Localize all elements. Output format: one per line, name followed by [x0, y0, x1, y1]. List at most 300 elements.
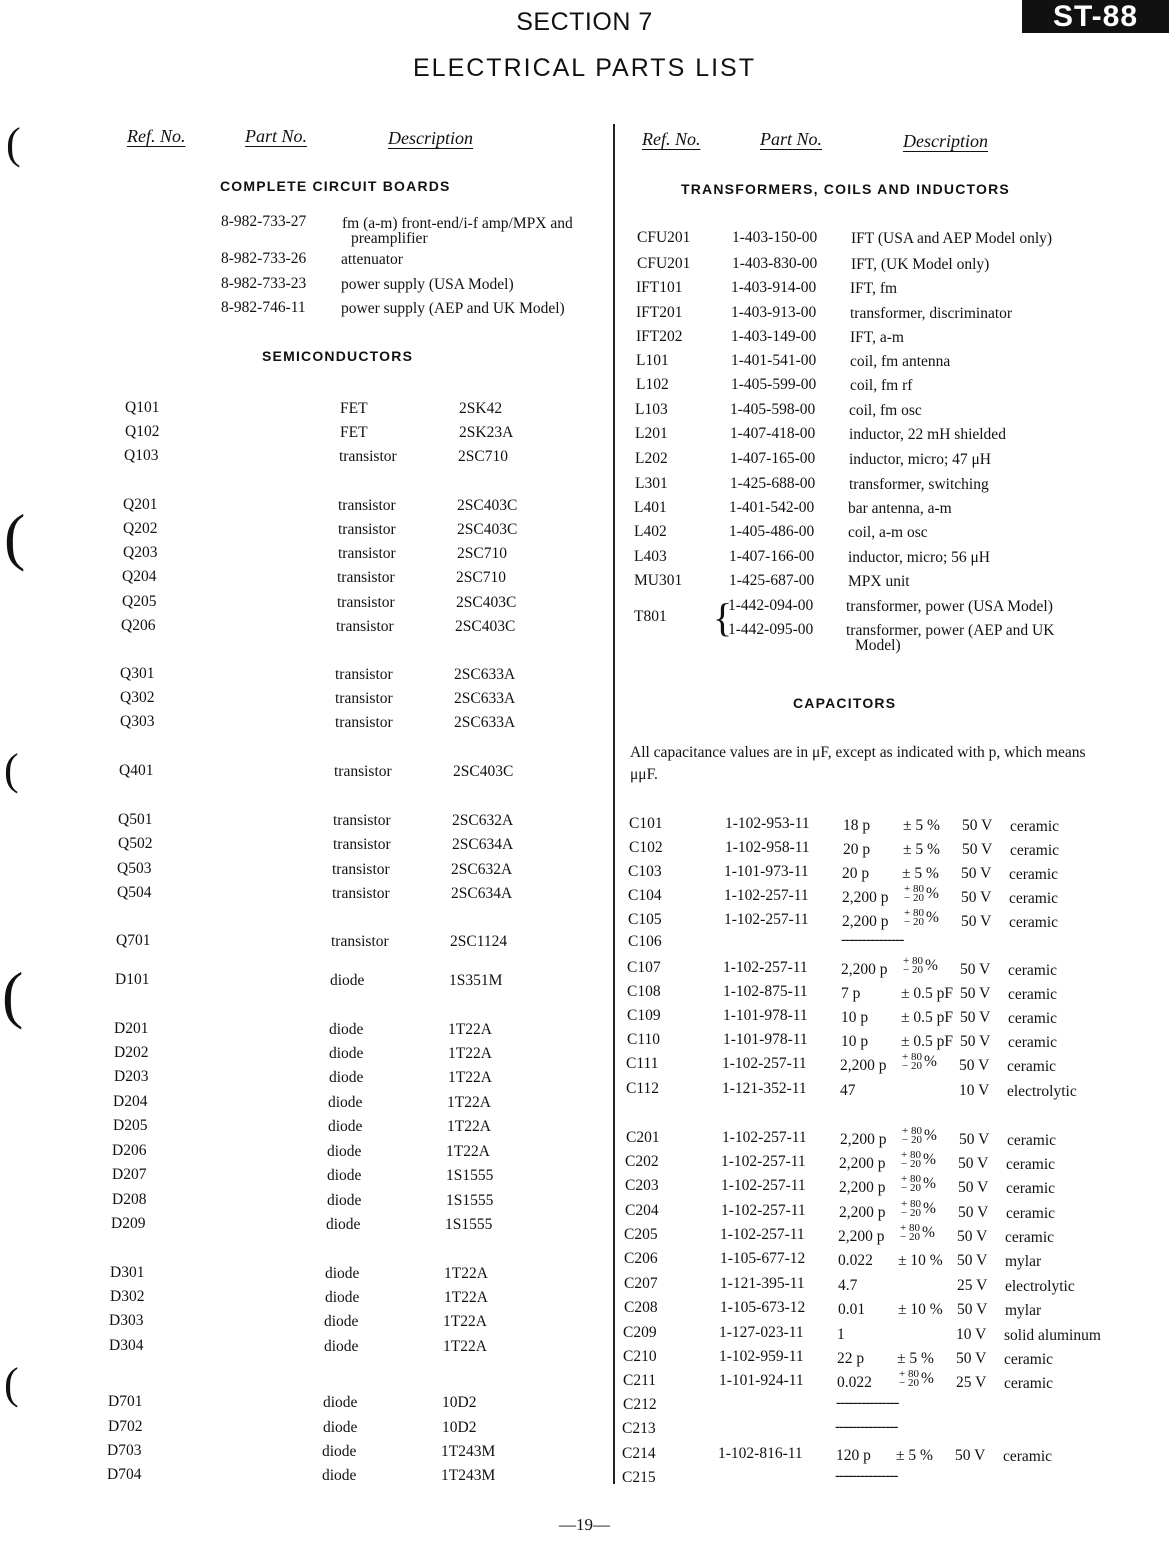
semiconductor-ref: D101 — [115, 971, 150, 988]
capacitor-tolerance — [902, 909, 939, 927]
capacitor-ref: C102 — [629, 839, 663, 856]
semiconductor-type: 2SC710 — [456, 569, 506, 586]
capacitor-part: 1-127-023-11 — [719, 1324, 804, 1341]
capacitor-type: solid aluminum — [1004, 1327, 1101, 1344]
semiconductor-ref: D304 — [109, 1337, 144, 1354]
tolerance-plus: + 80 — [900, 1222, 920, 1235]
tolerance-percent: % — [925, 885, 939, 902]
right-ref-header: Ref. No. — [642, 129, 701, 149]
coil-desc: IFT, (UK Model only) — [851, 256, 990, 273]
coil-desc: MPX unit — [848, 573, 910, 590]
capacitor-ref: C106 — [628, 933, 662, 950]
capacitor-tolerance — [899, 1151, 936, 1169]
tolerance-percent: % — [920, 1370, 934, 1387]
left-desc-header: Description — [388, 128, 473, 148]
tolerance-stack — [903, 957, 923, 975]
coil-part: 1-403-913-00 — [731, 304, 817, 321]
semiconductor-desc: transistor — [335, 714, 393, 731]
semiconductor-type: 2SC403C — [456, 594, 517, 611]
coil-ref: CFU201 — [637, 255, 691, 272]
tolerance-stack — [902, 1127, 922, 1145]
capacitor-part: 1-102-257-11 — [722, 1129, 807, 1146]
capacitor-part: 1-101-973-11 — [724, 863, 809, 880]
tolerance-stack — [902, 1053, 922, 1071]
coil-ref: L201 — [635, 425, 668, 442]
tolerance-percent: % — [923, 1127, 937, 1144]
board-desc: power supply (AEP and UK Model) — [341, 300, 565, 317]
capacitor-type: ceramic — [1006, 1156, 1056, 1173]
semiconductor-ref: D703 — [107, 1442, 142, 1459]
capacitor-value: 20 p — [842, 865, 870, 882]
board-part: 8-982-733-27 — [221, 213, 307, 230]
semiconductor-ref: D209 — [111, 1215, 146, 1232]
caps-heading: CAPACITORS — [793, 695, 897, 711]
capacitor-voltage: 25 V — [956, 1374, 987, 1391]
capacitor-value: 0.01 — [838, 1301, 866, 1318]
semiconductor-ref: D208 — [112, 1191, 147, 1208]
semiconductor-type: 1T22A — [448, 1069, 492, 1086]
capacitor-voltage: 50 V — [958, 1179, 989, 1196]
capacitor-voltage: 50 V — [962, 817, 993, 834]
capacitor-part: 1-102-257-11 — [721, 1177, 806, 1194]
coil-part: 1-405-486-00 — [729, 523, 815, 540]
semiconductor-desc: transistor — [331, 933, 389, 950]
capacitor-value: 2,200 p — [838, 1228, 885, 1245]
semiconductor-desc: diode — [324, 1338, 359, 1355]
semiconductor-type: 1T22A — [448, 1045, 492, 1062]
capacitor-voltage: 50 V — [960, 961, 991, 978]
semiconductor-desc: FET — [340, 400, 368, 417]
capacitor-voltage: 50 V — [957, 1228, 988, 1245]
t801-desc-cont: Model) — [855, 637, 901, 654]
semiconductor-desc: transistor — [339, 448, 397, 465]
semiconductor-type: 1T22A — [447, 1094, 491, 1111]
capacitor-tolerance — [902, 885, 939, 903]
semiconductor-desc: diode — [326, 1216, 361, 1233]
tolerance-plus: + 80 — [899, 1368, 919, 1381]
semiconductor-type: 2SC634A — [452, 836, 514, 853]
binder-hole-mark: ( — [4, 745, 19, 794]
semiconductor-type: 2SC632A — [452, 812, 514, 829]
semiconductor-desc: diode — [323, 1419, 358, 1436]
semiconductor-type: 2SC634A — [451, 885, 513, 902]
semiconductor-type: 2SC710 — [457, 545, 507, 562]
semiconductor-ref: D205 — [113, 1117, 148, 1134]
tolerance-stack — [901, 1151, 921, 1169]
capacitor-type: ceramic — [1009, 866, 1059, 883]
semiconductor-ref: Q303 — [120, 713, 155, 730]
capacitor-type: ceramic — [1010, 818, 1060, 835]
coil-part: 1-401-541-00 — [731, 352, 817, 369]
capacitor-placeholder-dashes: --------------- — [841, 931, 904, 948]
semiconductor-ref: Q502 — [118, 835, 153, 852]
board-desc: preamplifier — [351, 230, 428, 247]
capacitor-ref: C204 — [625, 1202, 659, 1219]
capacitor-tolerance: ± 5 % — [897, 1350, 934, 1367]
semiconductor-ref: Q201 — [123, 496, 158, 513]
coil-part: 1-401-542-00 — [729, 499, 815, 516]
capacitor-voltage: 50 V — [956, 1350, 987, 1367]
capacitor-value: 1 — [837, 1326, 845, 1343]
capacitor-part: 1-102-958-11 — [725, 839, 810, 856]
semiconductor-type: 10D2 — [442, 1394, 477, 1411]
capacitor-value: 22 p — [837, 1350, 865, 1367]
capacitor-type: ceramic — [1004, 1375, 1054, 1392]
semiconductor-type: 1T22A — [446, 1143, 490, 1160]
capacitor-type: ceramic — [1006, 1205, 1056, 1222]
semiconductor-type: 2SC633A — [454, 714, 516, 731]
coil-desc: inductor, micro; 47 μH — [849, 451, 991, 468]
capacitor-value: 2,200 p — [839, 1179, 886, 1196]
capacitor-part: 1-102-257-11 — [721, 1202, 806, 1219]
semiconductor-ref: Q206 — [121, 617, 156, 634]
capacitor-ref: C201 — [626, 1129, 660, 1146]
tolerance-stack — [901, 1175, 921, 1193]
coil-desc: IFT, fm — [850, 280, 898, 297]
semiconductor-desc: transistor — [337, 569, 395, 586]
capacitor-ref: C205 — [624, 1226, 658, 1243]
semiconductor-ref: Q101 — [125, 399, 160, 416]
coil-ref: L403 — [634, 548, 667, 565]
capacitor-part: 1-102-257-11 — [724, 887, 809, 904]
semiconductor-desc: diode — [322, 1443, 357, 1460]
tolerance-stack — [904, 909, 924, 927]
binder-hole-mark: ( — [6, 119, 21, 168]
semiconductor-ref: Q103 — [124, 447, 159, 464]
capacitor-type: mylar — [1005, 1253, 1042, 1270]
tolerance-stack — [899, 1370, 919, 1388]
coil-ref: L101 — [636, 352, 669, 369]
semiconductor-type: 2SC1124 — [450, 933, 508, 950]
capacitor-value: 7 p — [841, 985, 861, 1002]
semiconductor-desc: transistor — [338, 521, 396, 538]
semiconductor-desc: transistor — [336, 618, 394, 635]
capacitor-ref: C101 — [629, 815, 663, 832]
capacitor-ref: C215 — [622, 1469, 656, 1486]
page-number: —19— — [559, 1515, 610, 1534]
semiconductor-ref: D301 — [110, 1264, 145, 1281]
capacitor-ref: C109 — [627, 1007, 661, 1024]
capacitor-voltage: 25 V — [957, 1277, 988, 1294]
left-part-header: Part No. — [245, 126, 308, 146]
capacitor-part: 1-101-978-11 — [723, 1031, 808, 1048]
coil-part: 1-403-830-00 — [732, 255, 818, 272]
capacitor-ref: C103 — [628, 863, 662, 880]
semiconductor-ref: Q302 — [120, 689, 155, 706]
capacitor-part: 1-105-673-12 — [720, 1299, 806, 1316]
semiconductor-desc: diode — [330, 972, 365, 989]
capacitor-voltage: 50 V — [961, 865, 992, 882]
semiconductor-ref: Q102 — [125, 423, 160, 440]
capacitor-tolerance: ± 10 % — [898, 1301, 943, 1318]
semiconductor-ref: D303 — [109, 1312, 144, 1329]
capacitor-voltage: 50 V — [961, 913, 992, 930]
capacitor-part: 1-102-257-11 — [722, 1055, 807, 1072]
tolerance-minus: − 20 — [902, 1134, 922, 1147]
capacitor-ref: C111 — [626, 1055, 659, 1072]
coil-part: 1-405-599-00 — [731, 376, 817, 393]
coil-ref: L102 — [636, 376, 669, 393]
tolerance-stack — [901, 1200, 921, 1218]
capacitor-type: electrolytic — [1007, 1083, 1077, 1100]
capacitor-value: 0.022 — [838, 1252, 873, 1269]
capacitor-voltage: 50 V — [959, 1057, 990, 1074]
coil-part: 1-403-149-00 — [731, 328, 817, 345]
semiconductor-desc: diode — [328, 1094, 363, 1111]
semiconductor-ref: Q501 — [118, 811, 153, 828]
tolerance-minus: − 20 — [904, 916, 924, 929]
tolerance-plus: + 80 — [902, 1125, 922, 1138]
capacitor-part: 1-105-677-12 — [720, 1250, 806, 1267]
coil-desc: IFT, a-m — [850, 329, 904, 346]
semiconductor-type: 2SK42 — [459, 400, 503, 417]
semiconductor-desc: transistor — [338, 497, 396, 514]
capacitor-part: 1-102-875-11 — [723, 983, 808, 1000]
capacitor-type: ceramic — [1009, 914, 1059, 931]
tolerance-minus: − 20 — [901, 1207, 921, 1220]
coil-ref: IFT201 — [636, 304, 683, 321]
semiconductor-ref: Q503 — [117, 860, 152, 877]
tolerance-plus: + 80 — [904, 883, 924, 896]
capacitor-value: 10 p — [841, 1033, 869, 1050]
semiconductor-ref: Q401 — [119, 762, 154, 779]
semiconductor-desc: transistor — [333, 836, 391, 853]
semiconductor-type: 2SC632A — [451, 861, 513, 878]
capacitor-part: 1-102-257-11 — [721, 1153, 806, 1170]
semiconductor-type: 2SC633A — [454, 690, 516, 707]
capacitor-part: 1-101-978-11 — [723, 1007, 808, 1024]
capacitor-tolerance: ± 5 % — [903, 817, 940, 834]
coil-ref: CFU201 — [637, 229, 691, 246]
coil-desc: coil, fm antenna — [850, 353, 951, 370]
capacitor-voltage: 50 V — [957, 1301, 988, 1318]
capacitor-voltage: 50 V — [960, 1033, 991, 1050]
capacitor-value: 2,200 p — [842, 913, 889, 930]
capacitor-ref: C202 — [625, 1153, 659, 1170]
capacitor-part: 1-102-953-11 — [725, 815, 810, 832]
semiconductor-desc: diode — [327, 1167, 362, 1184]
left-ref-header: Ref. No. — [127, 126, 186, 146]
capacitor-ref: C213 — [622, 1420, 656, 1437]
capacitor-tolerance: ± 0.5 pF — [901, 1033, 954, 1050]
semiconductor-desc: diode — [327, 1143, 362, 1160]
semiconductor-type: 1T22A — [443, 1313, 487, 1330]
capacitor-type: ceramic — [1008, 962, 1058, 979]
capacitor-tolerance: ± 5 % — [896, 1447, 933, 1464]
capacitor-ref: C105 — [628, 911, 662, 928]
capacitor-value: 2,200 p — [839, 1204, 886, 1221]
capacitor-value: 10 p — [841, 1009, 869, 1026]
semiconductor-type: 1T22A — [444, 1289, 488, 1306]
capacitor-ref: C207 — [624, 1275, 658, 1292]
right-part-header: Part No. — [760, 129, 823, 149]
capacitor-placeholder-dashes: --------------- — [835, 1418, 898, 1435]
semiconductor-ref: D302 — [110, 1288, 145, 1305]
semis-heading: SEMICONDUCTORS — [262, 348, 414, 364]
semiconductor-desc: diode — [329, 1045, 364, 1062]
coil-desc: coil, fm rf — [850, 377, 913, 394]
capacitor-part: 1-102-257-11 — [724, 911, 809, 928]
capacitor-type: ceramic — [1004, 1351, 1054, 1368]
coil-ref: MU301 — [634, 572, 683, 589]
coil-part: 1-425-687-00 — [729, 572, 815, 589]
capacitor-voltage: 50 V — [959, 1131, 990, 1148]
capacitor-tolerance — [900, 1053, 937, 1071]
capacitor-ref: C110 — [627, 1031, 661, 1048]
semiconductor-ref: Q204 — [122, 568, 157, 585]
capacitor-type: ceramic — [1008, 1034, 1058, 1051]
column-divider — [613, 124, 615, 1484]
coil-ref: IFT202 — [636, 328, 683, 345]
capacitor-ref: C210 — [623, 1348, 657, 1365]
semiconductor-type: 2SC710 — [458, 448, 508, 465]
coil-ref: L402 — [634, 523, 667, 540]
tolerance-stack — [900, 1224, 920, 1242]
semiconductor-desc: diode — [328, 1118, 363, 1135]
capacitor-voltage: 50 V — [962, 841, 993, 858]
right-desc-header: Description — [903, 131, 988, 151]
capacitor-voltage: 50 V — [958, 1155, 989, 1172]
tolerance-plus: + 80 — [902, 1051, 922, 1064]
binder-hole-mark: ( — [4, 501, 26, 572]
binder-hole-mark: ( — [4, 1359, 19, 1408]
capacitor-value: 2,200 p — [841, 961, 888, 978]
board-desc: power supply (USA Model) — [341, 276, 514, 293]
capacitor-ref: C208 — [624, 1299, 658, 1316]
capacitor-value: 0.022 — [837, 1374, 872, 1391]
semiconductor-ref: D202 — [114, 1044, 149, 1061]
capacitor-type: ceramic — [1010, 842, 1060, 859]
coil-desc: bar antenna, a-m — [848, 500, 952, 517]
semiconductor-desc: diode — [322, 1467, 357, 1484]
capacitor-part: 1-101-924-11 — [719, 1372, 804, 1389]
capacitor-ref: C107 — [627, 959, 661, 976]
semiconductor-ref: Q701 — [116, 932, 151, 949]
board-part: 8-982-733-26 — [221, 250, 307, 267]
capacitor-voltage: 50 V — [960, 985, 991, 1002]
coil-part: 1-407-166-00 — [729, 548, 815, 565]
capacitor-value: 47 — [840, 1082, 856, 1099]
capacitor-ref: C108 — [627, 983, 661, 1000]
semiconductor-ref: D207 — [112, 1166, 147, 1183]
coil-part: 1-407-418-00 — [730, 425, 816, 442]
capacitor-tolerance: ± 10 % — [898, 1252, 943, 1269]
coil-desc: inductor, micro; 56 μH — [848, 549, 990, 566]
capacitor-part: 1-102-959-11 — [719, 1348, 804, 1365]
semiconductor-desc: diode — [325, 1265, 360, 1282]
capacitor-tolerance: ± 0.5 pF — [901, 985, 954, 1002]
boards-heading: COMPLETE CIRCUIT BOARDS — [220, 178, 451, 194]
capacitor-value: 18 p — [843, 817, 871, 834]
coil-part: 1-403-914-00 — [731, 279, 817, 296]
capacitor-tolerance: ± 0.5 pF — [901, 1009, 954, 1026]
tolerance-minus: − 20 — [901, 1182, 921, 1195]
tolerance-percent: % — [922, 1151, 936, 1168]
t801-part: 1-442-094-00 — [728, 597, 814, 614]
semiconductor-desc: transistor — [337, 594, 395, 611]
coils-heading: TRANSFORMERS, COILS AND INDUCTORS — [681, 181, 1010, 197]
capacitor-type: electrolytic — [1005, 1278, 1075, 1295]
semiconductor-desc: transistor — [338, 545, 396, 562]
semiconductor-ref: Q205 — [122, 593, 157, 610]
semiconductor-type: 1T22A — [447, 1118, 491, 1135]
semiconductor-type: 1S1555 — [446, 1192, 494, 1209]
coil-desc: IFT (USA and AEP Model only) — [851, 230, 1053, 247]
capacitor-part: 1-121-352-11 — [722, 1080, 807, 1097]
tolerance-minus: − 20 — [904, 892, 924, 905]
capacitor-voltage: 10 V — [959, 1082, 990, 1099]
capacitor-voltage: 50 V — [955, 1447, 986, 1464]
capacitor-type: ceramic — [1008, 986, 1058, 1003]
capacitor-placeholder-dashes: --------------- — [836, 1394, 899, 1411]
capacitor-part: 1-102-257-11 — [720, 1226, 805, 1243]
coil-desc: inductor, 22 mH shielded — [849, 426, 1006, 443]
coil-ref: IFT101 — [636, 279, 683, 296]
semiconductor-desc: transistor — [332, 861, 390, 878]
semiconductor-desc: FET — [340, 424, 368, 441]
capacitor-voltage: 50 V — [957, 1252, 988, 1269]
semiconductor-type: 1S351M — [449, 972, 503, 989]
semiconductor-desc: transistor — [335, 690, 393, 707]
tolerance-minus: − 20 — [900, 1231, 920, 1244]
capacitor-ref: C214 — [622, 1445, 656, 1462]
semiconductor-desc: transistor — [332, 885, 390, 902]
tolerance-stack — [904, 885, 924, 903]
coil-desc: transformer, switching — [849, 476, 989, 493]
coil-desc: coil, a-m osc — [848, 524, 928, 541]
coil-part: 1-403-150-00 — [732, 229, 818, 246]
tolerance-percent: % — [925, 909, 939, 926]
tolerance-plus: + 80 — [901, 1173, 921, 1186]
capacitor-ref: C206 — [624, 1250, 658, 1267]
capacitor-ref: C104 — [628, 887, 662, 904]
capacitor-part: 1-102-257-11 — [723, 959, 808, 976]
semiconductor-ref: Q504 — [117, 884, 152, 901]
capacitor-voltage: 50 V — [958, 1204, 989, 1221]
capacitor-value: 2,200 p — [840, 1057, 887, 1074]
tolerance-minus: − 20 — [899, 1377, 919, 1390]
semiconductor-type: 1S1555 — [445, 1216, 493, 1233]
semiconductor-ref: Q203 — [123, 544, 158, 561]
capacitor-tolerance — [901, 957, 938, 975]
semiconductor-desc: diode — [325, 1289, 360, 1306]
tolerance-minus: − 20 — [901, 1158, 921, 1171]
tolerance-percent: % — [922, 1175, 936, 1192]
capacitor-ref: C209 — [623, 1324, 657, 1341]
capacitor-tolerance: ± 5 % — [903, 841, 940, 858]
capacitor-value: 20 p — [843, 841, 871, 858]
semiconductor-type: 10D2 — [442, 1419, 477, 1436]
capacitor-value: 4.7 — [838, 1277, 858, 1294]
coil-part: 1-405-598-00 — [730, 401, 816, 418]
t801-desc: transformer, power (AEP and UK — [846, 622, 1055, 639]
semiconductor-desc: diode — [329, 1021, 364, 1038]
capacitor-voltage: 50 V — [960, 1009, 991, 1026]
board-part: 8-982-733-23 — [221, 275, 307, 292]
tolerance-plus: + 80 — [904, 907, 924, 920]
semiconductor-type: 1T22A — [448, 1021, 492, 1038]
semiconductor-type: 2SC403C — [457, 497, 518, 514]
coil-ref: L401 — [634, 499, 667, 516]
capacitor-type: ceramic — [1007, 1132, 1057, 1149]
semiconductor-type: 2SC403C — [457, 521, 518, 538]
capacitor-tolerance — [899, 1200, 936, 1218]
tolerance-percent: % — [921, 1224, 935, 1241]
capacitor-placeholder-dashes: --------------- — [835, 1467, 898, 1484]
tolerance-minus: − 20 — [902, 1060, 922, 1073]
binder-hole-mark: ( — [2, 959, 24, 1030]
semiconductor-ref: D206 — [112, 1142, 147, 1159]
